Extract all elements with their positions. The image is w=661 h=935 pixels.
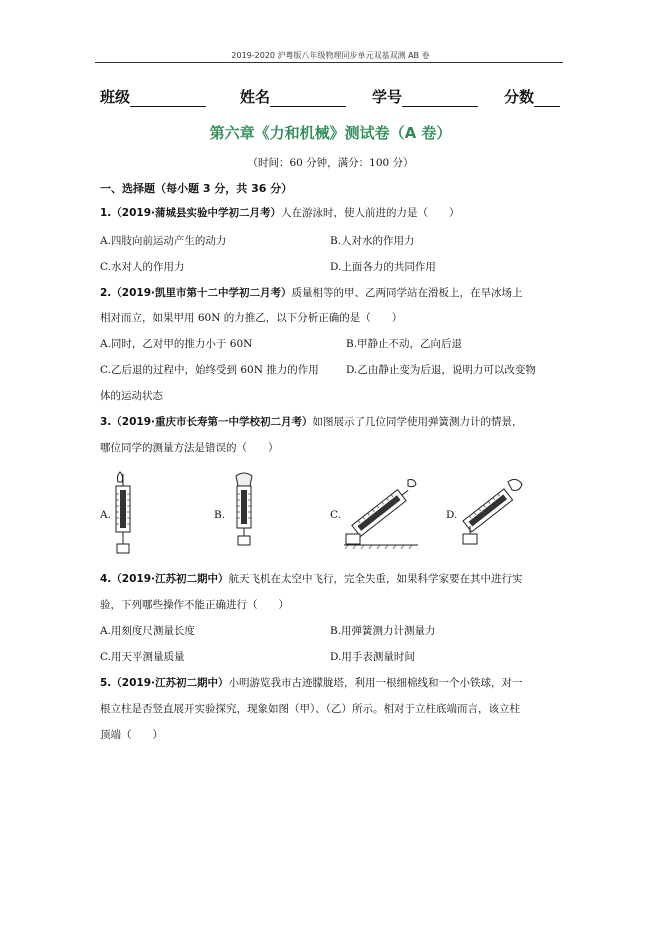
question-4-source: 4.（2019·江苏初二期中） bbox=[100, 573, 229, 585]
question-2-option-a[interactable]: A.同时，乙对甲的推力小于 60N bbox=[100, 338, 253, 350]
class-label: 班级 bbox=[100, 88, 131, 106]
question-4-text: 航天飞机在太空中飞行，完全失重，如果科学家要在其中进行实 bbox=[228, 573, 523, 585]
score-blank[interactable] bbox=[534, 89, 560, 107]
class-field bbox=[100, 86, 206, 107]
question-2-option-d[interactable]: D.乙由静止变为后退，说明力可以改变物 bbox=[346, 364, 536, 376]
number-label: 学号 bbox=[372, 88, 403, 106]
number-field bbox=[372, 86, 478, 107]
header-divider bbox=[95, 62, 563, 63]
name-field bbox=[240, 86, 346, 107]
question-2-source: 2.（2019·凯里市第十二中学初二月考） bbox=[100, 287, 292, 299]
question-2-option-c[interactable]: C.乙后退的过程中，始终受到 60N 推力的作用 bbox=[100, 364, 319, 376]
spring-scale-figure-d bbox=[456, 474, 526, 550]
score-field bbox=[504, 86, 560, 107]
exam-time-note: （时间：60 分钟，满分：100 分） bbox=[247, 157, 414, 169]
figure-d-label[interactable]: D. bbox=[446, 509, 458, 521]
question-5-stem bbox=[100, 676, 523, 690]
question-2-option-b[interactable]: B.甲静止不动，乙向后退 bbox=[346, 338, 463, 350]
name-label: 姓名 bbox=[240, 88, 271, 106]
figure-c-label[interactable]: C. bbox=[330, 509, 341, 521]
question-5-text: 小明游览我市古迹朦胧塔，利用一根细棉线和一个小铁球，对一 bbox=[228, 677, 523, 689]
question-1-option-a[interactable]: A.四肢向前运动产生的动力 bbox=[100, 235, 227, 247]
figure-b-label[interactable]: B. bbox=[214, 509, 226, 521]
spring-scale-figure-a bbox=[108, 470, 138, 560]
question-3-stem bbox=[100, 415, 523, 429]
question-4-option-c[interactable]: C.用天平测量质量 bbox=[100, 651, 185, 663]
page-title: 第六章《力和机械》测试卷（A 卷） bbox=[209, 124, 452, 142]
question-1-text: 人在游泳时，使人前进的力是（ ） bbox=[281, 207, 460, 219]
question-1-source: 1.（2019·蒲城县实验中学初二月考） bbox=[100, 207, 282, 219]
score-label: 分数 bbox=[504, 88, 535, 106]
section-heading: 一、选择题（每小题 3 分，共 36 分） bbox=[100, 182, 293, 195]
question-5-text-line2: 根立柱是否竖直展开实验探究，现象如图（甲）、（乙）所示。相对于立柱底端而言，该立柱 bbox=[100, 703, 520, 715]
question-2-text: 质量相等的甲、乙两同学站在滑板上，在旱冰场上 bbox=[291, 287, 523, 299]
number-blank[interactable] bbox=[402, 89, 478, 107]
question-1-option-c[interactable]: C.水对人的作用力 bbox=[100, 261, 185, 273]
figure-a-label[interactable]: A. bbox=[100, 509, 111, 521]
question-3-source: 3.（2019·重庆市长寿第一中学校初二月考） bbox=[100, 416, 313, 428]
question-2-stem bbox=[100, 286, 523, 300]
question-4-option-b[interactable]: B.用弹簧测力计测量力 bbox=[330, 625, 436, 637]
question-4-option-a[interactable]: A.用刻度尺测量长度 bbox=[100, 625, 195, 637]
question-4-option-d[interactable]: D.用手表测量时间 bbox=[330, 651, 415, 663]
name-blank[interactable] bbox=[270, 89, 346, 107]
question-1-option-b[interactable]: B.人对水的作用力 bbox=[330, 235, 415, 247]
question-3-text-line2: 哪位同学的测量方法是错误的（ ） bbox=[100, 442, 279, 454]
question-4-text-line2: 验，下列哪些操作不能正确进行（ ） bbox=[100, 599, 289, 611]
page-header: 2019-2020 沪粤版八年级物理同步单元双基双测 AB 卷 bbox=[231, 51, 430, 60]
question-4-stem bbox=[100, 572, 523, 586]
student-info-row bbox=[100, 86, 565, 108]
question-5-text-line3: 顶端（ ） bbox=[100, 729, 163, 741]
spring-scale-figure-c bbox=[342, 474, 422, 550]
question-2-option-d-cont: 体的运动状态 bbox=[100, 390, 163, 402]
spring-scale-figure-b bbox=[228, 472, 260, 552]
question-5-source: 5.（2019·江苏初二期中） bbox=[100, 677, 229, 689]
question-1-option-d[interactable]: D.上面各力的共同作用 bbox=[330, 261, 436, 273]
question-3-text: 如图展示了几位同学使用弹簧测力计的情景， bbox=[312, 416, 523, 428]
question-2-text-line2: 相对而立，如果甲用 60N 的力推乙，以下分析正确的是（ ） bbox=[100, 312, 403, 324]
class-blank[interactable] bbox=[130, 89, 206, 107]
question-1-stem bbox=[100, 206, 460, 220]
